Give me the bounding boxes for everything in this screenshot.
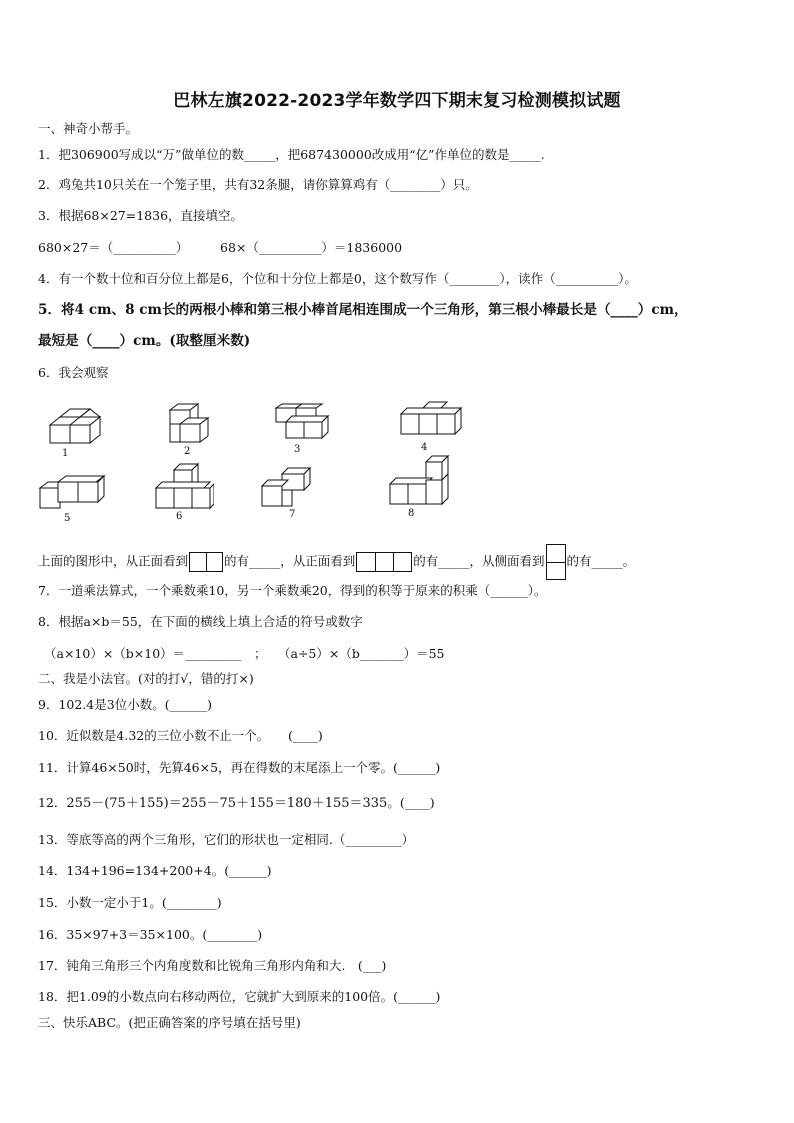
question-11: 11．计算46×50时，先算46×5，再在得数的末尾添上一个零。(______) bbox=[38, 760, 441, 775]
figure-label-6: 6 bbox=[176, 511, 183, 522]
section-1-heading: 一、神奇小帮手。 bbox=[38, 121, 139, 136]
question-8-separator: ； bbox=[254, 646, 267, 661]
figure-label-5: 5 bbox=[64, 513, 71, 524]
question-13: 13．等底等高的两个三角形，它们的形状也一定相同.（_________） bbox=[38, 832, 415, 847]
figure-label-7: 7 bbox=[289, 509, 296, 520]
figure-label-8: 8 bbox=[408, 508, 415, 519]
question-4: 4．有一个数十位和百分位上都是6，个位和十分位上都是0，这个数写作（________），读作（__________）。 bbox=[38, 271, 637, 286]
question-6: 6．我会观察 bbox=[38, 365, 109, 380]
question-8: 8．根据a×b＝55，在下面的横线上填上合适的符号或数字 bbox=[38, 614, 363, 629]
cube-figure-1 bbox=[44, 405, 104, 447]
question-3a: 680×27＝（__________） bbox=[38, 240, 189, 255]
side-view-two-squares-icon bbox=[546, 544, 566, 580]
question-7: 7．一道乘法算式，一个乘数乘10，另一个乘数乘20，得到的积等于原来的积乘（______）。 bbox=[38, 583, 547, 598]
cube-figure-6 bbox=[152, 462, 214, 512]
cube-figure-8 bbox=[386, 454, 450, 510]
page-title: 巴林左旗2022-2023学年数学四下期末复习检测模拟试题 bbox=[173, 91, 621, 111]
question-9: 9．102.4是3位小数。(______) bbox=[38, 697, 212, 712]
q12-number: 12． bbox=[38, 795, 67, 810]
front-view-two-squares-icon bbox=[189, 552, 223, 572]
question-8b: （a÷5）×（b_______）＝55 bbox=[278, 646, 445, 661]
q12-equation: 255－(75＋155)＝255－75＋155＝180＋155＝335 bbox=[66, 796, 388, 811]
figure-label-2: 2 bbox=[184, 446, 191, 457]
figure-label-1: 1 bbox=[62, 448, 69, 459]
question-2: 2．鸡兔共10只关在一个笼子里，共有32条腿，请你算算鸡有（________）只。 bbox=[38, 177, 478, 192]
figure-label-4: 4 bbox=[421, 442, 428, 453]
cube-figure-2 bbox=[164, 402, 220, 448]
question-8a: （a×10）×（b×10）＝_________ bbox=[44, 646, 242, 661]
q12-tail: 。(____) bbox=[387, 795, 435, 810]
q6-text-4: 的有_____。 bbox=[566, 553, 636, 569]
question-3b: 68×（__________）＝1836000 bbox=[220, 240, 403, 255]
question-12 bbox=[38, 795, 435, 812]
section-3-heading: 三、快乐ABC。(把正确答案的序号填在括号里) bbox=[38, 1015, 301, 1030]
cube-figure-5 bbox=[36, 472, 108, 512]
cube-figure-4 bbox=[397, 400, 465, 440]
question-1: 1．把306900写成以“万”做单位的数_____，把687430000改成用“亿”作单位的数是_____. bbox=[38, 147, 545, 162]
front-view-three-squares-icon bbox=[356, 552, 412, 572]
figure-label-3: 3 bbox=[294, 444, 301, 455]
question-17: 17．钝角三角形三个内角度数和比锐角三角形内角和大. (___) bbox=[38, 958, 387, 973]
section-2-heading: 二、我是小法官。(对的打√，错的打×) bbox=[38, 671, 254, 686]
question-18: 18．把1.09的小数点向右移动两位，它就扩大到原来的100倍。(______) bbox=[38, 989, 441, 1004]
question-14: 14．134+196=134+200+4。(______) bbox=[38, 863, 272, 878]
question-15: 15．小数一定小于1。(________) bbox=[38, 895, 222, 910]
cube-figure-3 bbox=[272, 402, 332, 442]
q6-text-1: 上面的图形中，从正面看到 bbox=[38, 553, 189, 569]
question-3: 3．根据68×27=1836，直接填空。 bbox=[38, 208, 244, 223]
question-5-line-2: 最短是（____）cm。(取整厘米数) bbox=[38, 333, 251, 349]
question-16: 16．35×97+3＝35×100。(________) bbox=[38, 927, 263, 942]
question-5-line-1: 5．将4 cm、8 cm长的两根小棒和第三根小棒首尾相连围成一个三角形，第三根小棒最长是（____）cm， bbox=[38, 302, 688, 318]
question-10: 10．近似数是4.32的三位小数不止一个。 (____) bbox=[38, 728, 323, 743]
q6-text-2: 的有_____，从正面看到 bbox=[224, 553, 356, 569]
question-6-statement bbox=[38, 544, 635, 580]
q6-text-3: 的有_____，从侧面看到 bbox=[413, 553, 545, 569]
cube-figure-7 bbox=[258, 466, 316, 512]
